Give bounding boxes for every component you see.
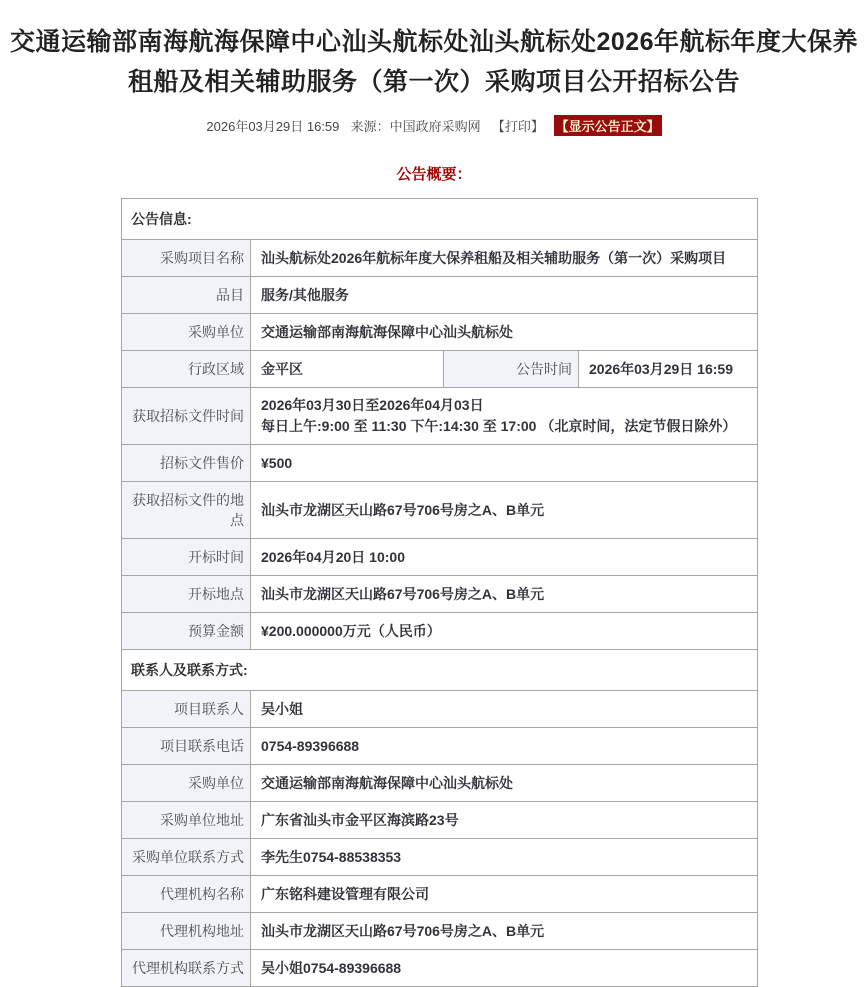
- row-label: 代理机构联系方式: [122, 950, 251, 987]
- table-row: [122, 802, 758, 839]
- row-label: 行政区域: [122, 351, 251, 388]
- announcement-page: [0, 22, 868, 976]
- row-value: [251, 388, 758, 445]
- row-label: 代理机构地址: [122, 913, 251, 950]
- row-label-secondary: 公告时间: [444, 351, 579, 388]
- row-label: 项目联系电话: [122, 728, 251, 765]
- row-value: 汕头市龙湖区天山路67号706号房之A、B单元: [251, 482, 758, 539]
- row-value: 2026年04月20日 10:00: [251, 539, 758, 576]
- table-row: [122, 876, 758, 913]
- value-line: 2026年03月30日至2026年04月03日: [261, 397, 484, 413]
- row-value: 交通运输部南海航海保障中心汕头航标处: [251, 765, 758, 802]
- summary-heading: 公告概要：: [396, 166, 472, 183]
- table-row: [122, 913, 758, 950]
- row-label: 品目: [122, 277, 251, 314]
- meta-line: [0, 115, 868, 137]
- section-header: 联系人及联系方式:: [122, 650, 758, 691]
- row-value: 吴小姐: [251, 691, 758, 728]
- row-value: 吴小姐0754-89396688: [251, 950, 758, 987]
- row-value: ¥500: [251, 445, 758, 482]
- table-row: [122, 950, 758, 987]
- table-row: [122, 445, 758, 482]
- table-row: [122, 650, 758, 691]
- row-value: 交通运输部南海航海保障中心汕头航标处: [251, 314, 758, 351]
- row-label: 开标时间: [122, 539, 251, 576]
- row-label: 采购单位: [122, 765, 251, 802]
- row-label: 获取招标文件的地点: [122, 482, 251, 539]
- table-row: [122, 314, 758, 351]
- row-label: 获取招标文件时间: [122, 388, 251, 445]
- row-value: 汕头航标处2026年航标年度大保养租船及相关辅助服务（第一次）采购项目: [251, 240, 758, 277]
- row-value: 汕头市龙湖区天山路67号706号房之A、B单元: [251, 913, 758, 950]
- row-value-secondary: 2026年03月29日 16:59: [579, 351, 758, 388]
- source-name: 中国政府采购网: [389, 119, 481, 134]
- row-value: 广东省汕头市金平区海滨路23号: [251, 802, 758, 839]
- row-label: 采购单位地址: [122, 802, 251, 839]
- show-announcement-body-button[interactable]: 【显示公告正文】: [554, 115, 662, 136]
- table-row: [122, 351, 758, 388]
- table-row: [122, 240, 758, 277]
- table-row: [122, 576, 758, 613]
- page-title: 交通运输部南海航海保障中心汕头航标处汕头航标处2026年航标年度大保养租船及相关辅助服务（第一次）采购项目公开招标公告: [9, 28, 859, 96]
- table-row: [122, 765, 758, 802]
- row-value: 汕头市龙湖区天山路67号706号房之A、B单元: [251, 576, 758, 613]
- table-row: [122, 839, 758, 876]
- row-label: 开标地点: [122, 576, 251, 613]
- row-value: 广东铭科建设管理有限公司: [251, 876, 758, 913]
- table-row: [122, 539, 758, 576]
- row-value: 李先生0754-88538353: [251, 839, 758, 876]
- summary-table-body: [122, 199, 758, 987]
- table-row: [122, 277, 758, 314]
- row-label: 采购单位联系方式: [122, 839, 251, 876]
- table-row: [122, 199, 758, 240]
- publish-datetime: 2026年03月29日 16:59: [206, 119, 340, 134]
- table-row: [122, 691, 758, 728]
- section-header: 公告信息:: [122, 199, 758, 240]
- source-prefix: 来源：: [350, 119, 390, 134]
- table-row: [122, 482, 758, 539]
- row-value: 金平区: [251, 351, 444, 388]
- row-value: 服务/其他服务: [251, 277, 758, 314]
- print-button[interactable]: 【打印】: [491, 119, 544, 134]
- row-value: ¥200.000000万元（人民币）: [251, 613, 758, 650]
- row-label: 采购项目名称: [122, 240, 251, 277]
- announcement-summary-table: [121, 198, 758, 987]
- table-row: [122, 728, 758, 765]
- row-label: 项目联系人: [122, 691, 251, 728]
- row-label: 预算金额: [122, 613, 251, 650]
- row-label: 采购单位: [122, 314, 251, 351]
- value-line: 每日上午:9:00 至 11:30 下午:14:30 至 17:00 （北京时间，法定节假日除外）: [261, 418, 737, 434]
- row-label: 招标文件售价: [122, 445, 251, 482]
- table-row: [122, 613, 758, 650]
- row-label: 代理机构名称: [122, 876, 251, 913]
- row-value: 0754-89396688: [251, 728, 758, 765]
- table-row: [122, 388, 758, 445]
